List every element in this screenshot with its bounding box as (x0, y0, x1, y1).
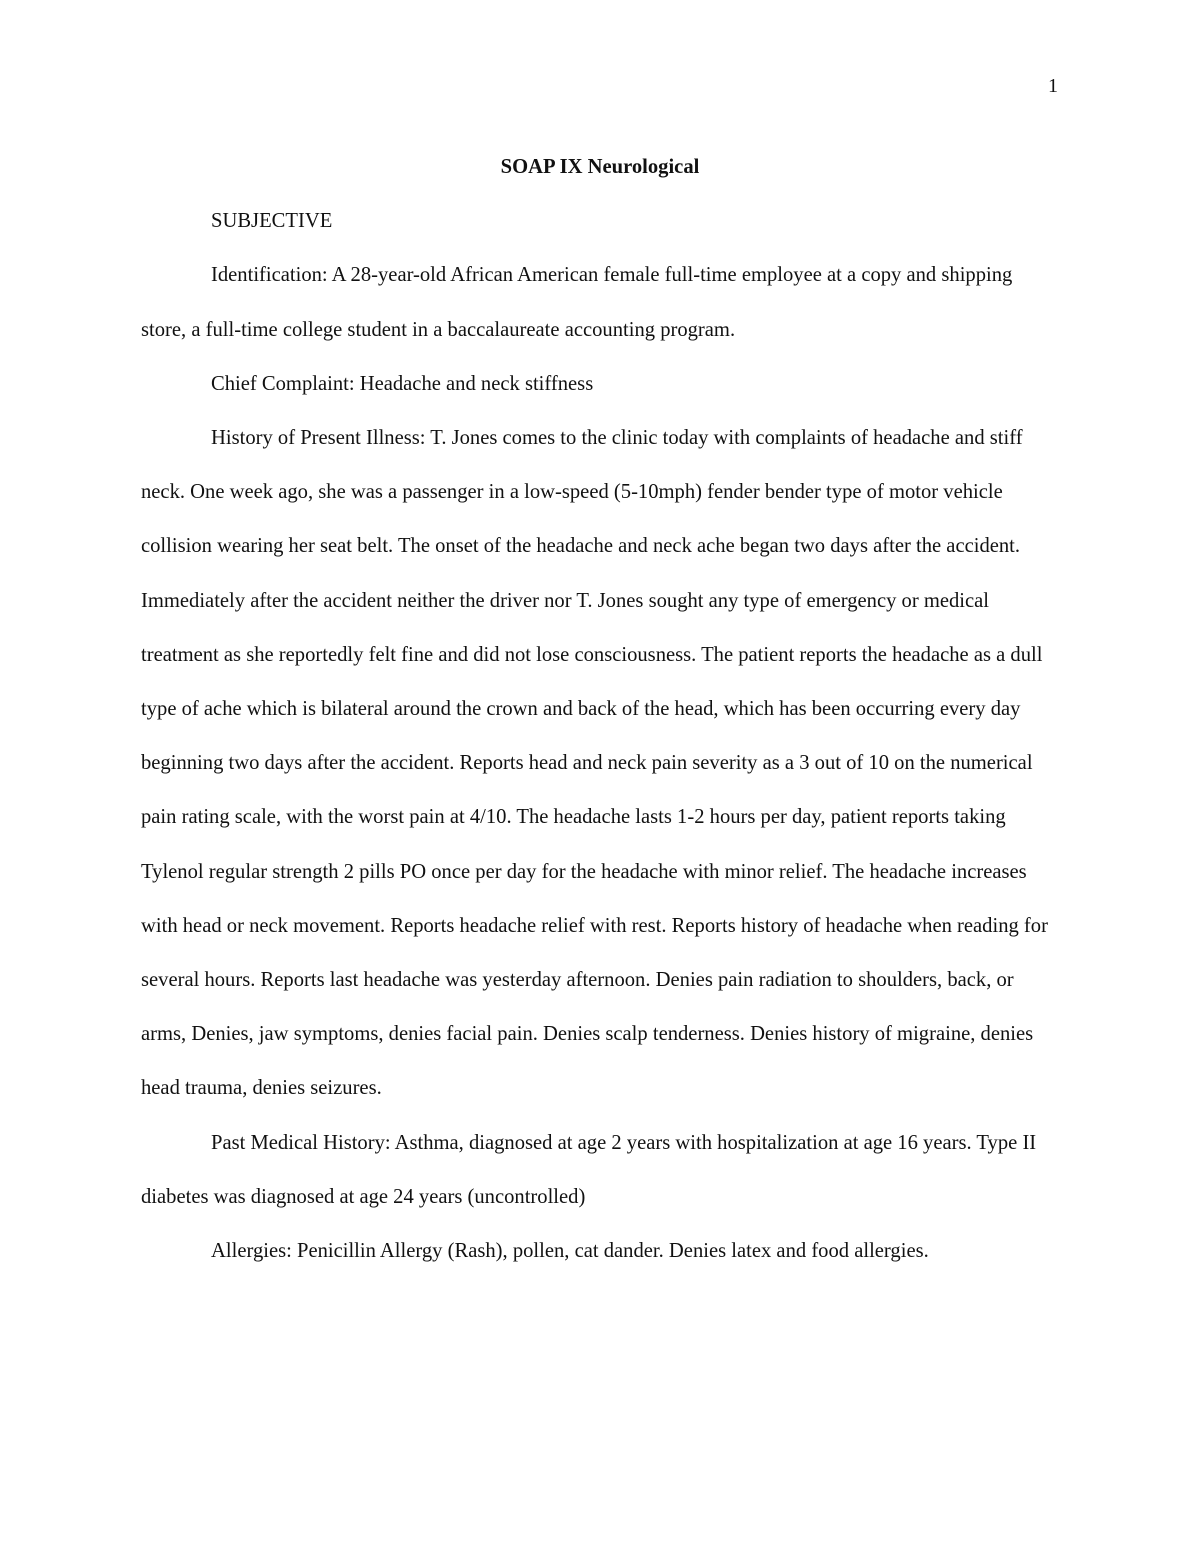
paragraph-identification: Identification: A 28-year-old African American female full-time employee at a copy and shipping store, a full-time college student in a baccalaureate accounting program. (141, 264, 1013, 341)
document-title: SOAP IX Neurological (500, 156, 700, 178)
section-heading-subjective: SUBJECTIVE (211, 210, 333, 233)
document-body (141, 140, 1059, 1278)
page-number: 1 (1048, 75, 1058, 97)
paragraph-past-medical-history: Past Medical History: Asthma, diagnosed at age 2 years with hospitalization at age 16 years. Type II diabetes was diagnosed at age 24 years (uncontrolled) (141, 1131, 1037, 1208)
paragraph-history-present-illness: History of Present Illness: T. Jones comes to the clinic today with complaints of headache and stiff neck. One week ago, she was a passenger in a low-speed (5-10mph) fender bender type of motor vehicle collision wearing her seat belt. The onset of the headache and neck ache began two days after the accident. Immediately after the accident neither the driver nor T. Jones sought any type of emergency or medical treatment as she reportedly felt fine and did not lose consciousness. The patient reports the headache as a dull type of ache which is bilateral around the crown and back of the head, which has been occurring every day beginning two days after the accident. Reports head and neck pain severity as a 3 out of 10 on the numerical pain rating scale, with the worst pain at 4/10. The headache lasts 1-2 hours per day, patient reports taking Tylenol regular strength 2 pills PO once per day for the headache with minor relief. The headache increases with head or neck movement. Reports headache relief with rest. Reports history of headache when reading for several hours. Reports last headache was yesterday afternoon. Denies pain radiation to shoulders, back, or arms, Denies, jaw symptoms, denies facial pain. Denies scalp tenderness. Denies history of migraine, denies head trauma, denies seizures. (141, 427, 1048, 1100)
paragraph-allergies: Allergies: Penicillin Allergy (Rash), pollen, cat dander. Denies latex and food allergies. (211, 1240, 929, 1263)
paragraph-chief-complaint: Chief Complaint: Headache and neck stiffness (211, 372, 594, 395)
